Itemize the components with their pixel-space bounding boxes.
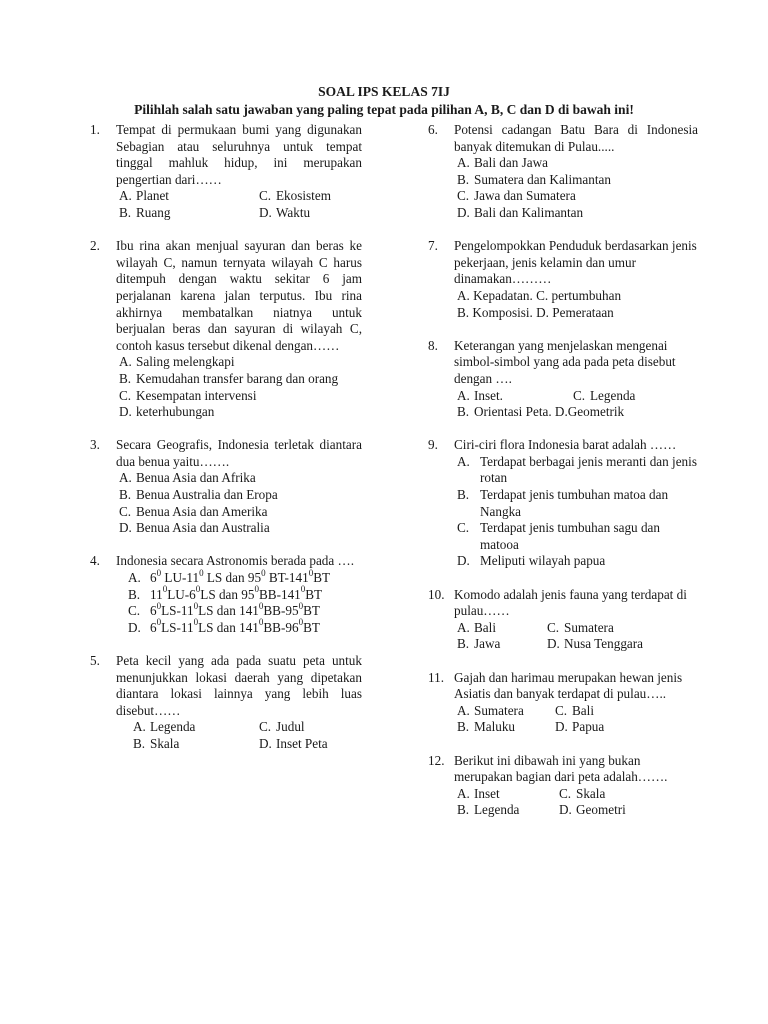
option-row (454, 620, 698, 637)
question-stem: Berikut ini dibawah ini yang bukan merupakan bagian dari peta adalah……. (454, 752, 668, 785)
option-letter: A. (119, 354, 132, 370)
option-a[interactable] (454, 388, 570, 405)
option-letter: C. (573, 387, 586, 403)
option-text: Meliputi wilayah papua (480, 553, 606, 569)
option-a[interactable] (454, 703, 552, 720)
option-a[interactable] (116, 188, 256, 205)
option-letter: D. (119, 404, 132, 420)
option-text: Inset (474, 785, 500, 801)
option-text: Bali (474, 619, 496, 635)
option-c[interactable] (256, 719, 305, 736)
option-letter: B. (457, 404, 470, 420)
option-line[interactable]: B. Komposisi. D. Pemerataan (457, 304, 614, 320)
option-letter: C. (547, 619, 560, 635)
option-letter: C. (119, 503, 132, 519)
option-letter: B. (133, 735, 146, 751)
option-c[interactable] (116, 600, 362, 620)
option-text: Benua Asia dan Australia (136, 520, 270, 536)
option-text: Kemudahan transfer barang dan orang (136, 370, 339, 386)
option-text: Papua (572, 719, 605, 735)
option-row (116, 719, 362, 736)
option-letter: C. (259, 719, 272, 735)
option-text: Inset Peta (276, 735, 328, 751)
question-number: 5. (90, 653, 100, 668)
question-12 (428, 753, 698, 819)
question-number: 8. (428, 337, 438, 353)
option-letter: A. (457, 387, 470, 403)
option-b[interactable] (454, 487, 698, 520)
option-b[interactable] (116, 371, 362, 388)
option-letter: A. (133, 719, 146, 735)
option-a[interactable] (454, 155, 698, 172)
question-8 (428, 338, 698, 421)
option-text: Terdapat berbagai jenis meranti dan jenis rotan (480, 453, 697, 486)
question-11 (428, 670, 698, 736)
option-text: $11^0LU-6^0LS$ dan $95^0BB-141^0BT$ (150, 584, 323, 602)
option-d[interactable] (552, 719, 604, 736)
question-number: 2. (90, 238, 100, 254)
question-stem: Keterangan yang menjelaskan mengenai simbol-simbol yang ada pada peta disebut dengan …. (454, 337, 676, 386)
option-letter: D. (259, 204, 272, 220)
option-text: Jawa (474, 636, 501, 652)
option-b[interactable] (454, 172, 698, 189)
option-text: Bali (572, 702, 594, 718)
question-stem: Gajah dan harimau merupakan hewan jenis Asiatis dan banyak terdapat di pulau….. (454, 669, 683, 702)
option-text: $6^0LS-11^0LS$ dan $141^0BB-95^0BT$ (150, 600, 320, 619)
option-text: Judul (276, 719, 305, 735)
option-text: Skala (150, 735, 180, 751)
option-c[interactable] (556, 786, 605, 803)
option-c[interactable] (454, 188, 698, 205)
option-text: Maluku (474, 719, 516, 735)
question-number: 10. (428, 586, 445, 602)
option-letter: A. (119, 188, 132, 204)
right-column (428, 122, 698, 836)
option-row (454, 786, 698, 803)
question-stem: Indonesia secara Astronomis berada pada …. (116, 553, 355, 569)
option-text: Legenda (474, 802, 520, 818)
instruction-text: Pilihlah salah satu jawaban yang paling tepat pada pilihan A, B, C dan D di bawah ini! (134, 102, 634, 117)
option-text: Bali dan Jawa (474, 155, 548, 171)
option-d[interactable] (256, 736, 328, 753)
option-letter: D. (555, 719, 568, 735)
option-a[interactable] (454, 786, 556, 803)
option-d[interactable] (454, 553, 698, 570)
option-a[interactable] (116, 567, 362, 587)
option-letter: B. (457, 487, 470, 503)
option-text: Jawa dan Sumatera (474, 188, 576, 204)
option-letter: A. (457, 619, 470, 635)
option-row (454, 388, 698, 405)
question-2 (90, 238, 362, 421)
option-letter: C. (457, 520, 470, 536)
question-number: 11. (428, 669, 444, 685)
option-a[interactable] (116, 354, 362, 371)
option-text: Kesempatan intervensi (136, 387, 257, 403)
option-row (454, 703, 698, 720)
option-letter: A. (119, 470, 132, 486)
option-b[interactable] (116, 205, 256, 222)
option-d[interactable] (116, 404, 362, 421)
option-c[interactable] (570, 388, 635, 405)
option-text: Legenda (150, 719, 196, 735)
option-letter: D. (457, 204, 470, 220)
question-stem: Pengelompokkan Penduduk berdasarkan jenis pekerjaan, jenis kelamin dan umur dinamakan……… (454, 238, 697, 287)
question-number: 7. (428, 238, 438, 254)
question-number: 9. (428, 437, 438, 453)
option-text: Inset. (474, 387, 503, 403)
question-3 (90, 437, 362, 537)
question-5 (90, 653, 362, 753)
left-column (90, 122, 362, 769)
option-c[interactable] (256, 188, 331, 205)
option-row (116, 205, 362, 222)
option-letter: A. (128, 570, 141, 586)
option-d[interactable] (256, 205, 310, 222)
option-d[interactable] (454, 205, 698, 222)
question-stem: Secara Geografis, Indonesia terletak diantara dua benua yaitu……. (116, 437, 362, 469)
option-text: Orientasi Peta. D.Geometrik (474, 404, 625, 420)
option-text: Bali dan Kalimantan (474, 204, 584, 220)
option-letter: A. (457, 702, 470, 718)
option-c[interactable] (544, 620, 614, 637)
option-letter: D. (547, 636, 560, 652)
option-text: Saling melengkapi (136, 354, 235, 370)
option-text: Ruang (136, 204, 171, 220)
option-c[interactable] (116, 388, 362, 405)
option-text: Ekosistem (276, 188, 331, 204)
option-text: Legenda (590, 387, 636, 403)
option-b[interactable] (454, 636, 544, 653)
option-row (454, 719, 698, 736)
option-letter: D. (119, 520, 132, 536)
option-text: Waktu (276, 204, 311, 220)
option-b[interactable] (454, 802, 556, 819)
option-text: Sumatera (474, 702, 524, 718)
question-7 (428, 238, 698, 321)
option-text: Benua Australia dan Eropa (136, 487, 278, 503)
option-text: Benua Asia dan Afrika (136, 470, 256, 486)
question-stem: Potensi cadangan Batu Bara di Indonesia banyak ditemukan di Pulau..... (454, 122, 698, 154)
option-row (116, 736, 362, 753)
option-text: Benua Asia dan Amerika (136, 503, 268, 519)
option-letter: B. (128, 586, 141, 602)
option-text: keterhubungan (136, 404, 215, 420)
option-letter: A. (457, 453, 470, 469)
option-letter: C. (457, 188, 470, 204)
question-4 (90, 553, 362, 636)
option-b[interactable] (116, 584, 362, 604)
option-row (116, 188, 362, 205)
option-b[interactable] (454, 719, 552, 736)
page-title: SOAL IPS KELAS 7IJ (318, 84, 450, 99)
option-text: Nusa Tenggara (564, 636, 644, 652)
option-letter: D. (457, 553, 470, 569)
option-row (454, 636, 698, 653)
option-text: $6^0$ $LU-11^0$ LS dan $95^0$ $BT-141^0BT$ (150, 567, 331, 586)
option-line[interactable]: A. Kepadatan. C. pertumbuhan (457, 287, 622, 303)
option-letter: B. (119, 487, 132, 503)
option-d[interactable] (116, 617, 362, 637)
option-text: Geometri (576, 802, 626, 818)
question-number: 1. (90, 122, 100, 137)
option-text: $6^0LS-11^0LS$ dan $141^0BB-96^0BT$ (150, 617, 320, 635)
question-6 (428, 122, 698, 222)
option-text: Skala (576, 785, 606, 801)
option-text: Terdapat jenis tumbuhan sagu dan matooa (480, 520, 660, 552)
option-text: Planet (136, 188, 169, 204)
option-a[interactable] (116, 470, 362, 487)
option-letter: B. (119, 370, 132, 386)
option-letter: A. (457, 785, 470, 801)
question-number: 3. (90, 437, 100, 453)
question-number: 12. (428, 752, 445, 768)
option-letter: D. (259, 735, 272, 751)
question-stem: Ciri-ciri flora Indonesia barat adalah …… (454, 437, 677, 453)
question-9 (428, 437, 698, 570)
option-letter: A. (457, 155, 470, 171)
option-letter: B. (119, 204, 132, 220)
option-d[interactable] (544, 636, 643, 653)
option-d[interactable] (556, 802, 626, 819)
option-a[interactable] (454, 620, 544, 637)
question-stem: Komodo adalah jenis fauna yang terdapat di pulau…… (454, 586, 687, 619)
option-b[interactable] (116, 487, 362, 504)
option-letter: B. (457, 802, 470, 818)
question-1 (90, 122, 362, 222)
option-row (454, 802, 698, 819)
question-number: 6. (428, 122, 438, 137)
option-letter: C. (555, 702, 568, 718)
question-stem: Tempat di permukaan bumi yang digunakan Sebagian atau seluruhnya untuk tempat tinggal mahluk hidup, ini merupakan pengertian dari…… (116, 122, 362, 187)
option-text: Sumatera (564, 619, 614, 635)
option-text: Sumatera dan Kalimantan (474, 171, 611, 187)
option-letter: C. (259, 188, 272, 204)
option-b[interactable] (454, 404, 698, 421)
option-d[interactable] (116, 520, 362, 537)
option-letter: C. (119, 387, 132, 403)
option-b[interactable] (130, 736, 256, 753)
option-letter: B. (457, 636, 470, 652)
option-letter: C. (128, 603, 141, 619)
option-letter: D. (128, 619, 141, 635)
question-10 (428, 587, 698, 653)
question-stem: Peta kecil yang ada pada suatu peta untuk menunjukkan lokasi daerah yang dipetakan diantara lokasi lainnya yang lebih luas disebut…… (116, 653, 362, 718)
option-letter: D. (559, 802, 572, 818)
question-number: 4. (90, 553, 100, 569)
option-a[interactable] (130, 719, 256, 736)
option-letter: B. (457, 171, 470, 187)
question-stem: Ibu rina akan menjual sayuran dan beras ke wilayah C, namun ternyata wilayah C harus ditempuh dengan waktu sekitar 6 jam perjalanan karena jalan terputus. Ibu rina akhirnya membatalkan niatnya untuk berjualan beras dan sayuran di wilayah C, contoh kasus tersebut dikenal dengan…… (116, 238, 362, 353)
option-text: Terdapat jenis tumbuhan matoa dan Nangka (480, 487, 669, 519)
option-c[interactable] (116, 504, 362, 521)
option-a[interactable] (454, 454, 698, 487)
option-letter: C. (559, 785, 572, 801)
option-c[interactable] (552, 703, 594, 720)
option-letter: B. (457, 719, 470, 735)
option-c[interactable] (454, 520, 698, 553)
